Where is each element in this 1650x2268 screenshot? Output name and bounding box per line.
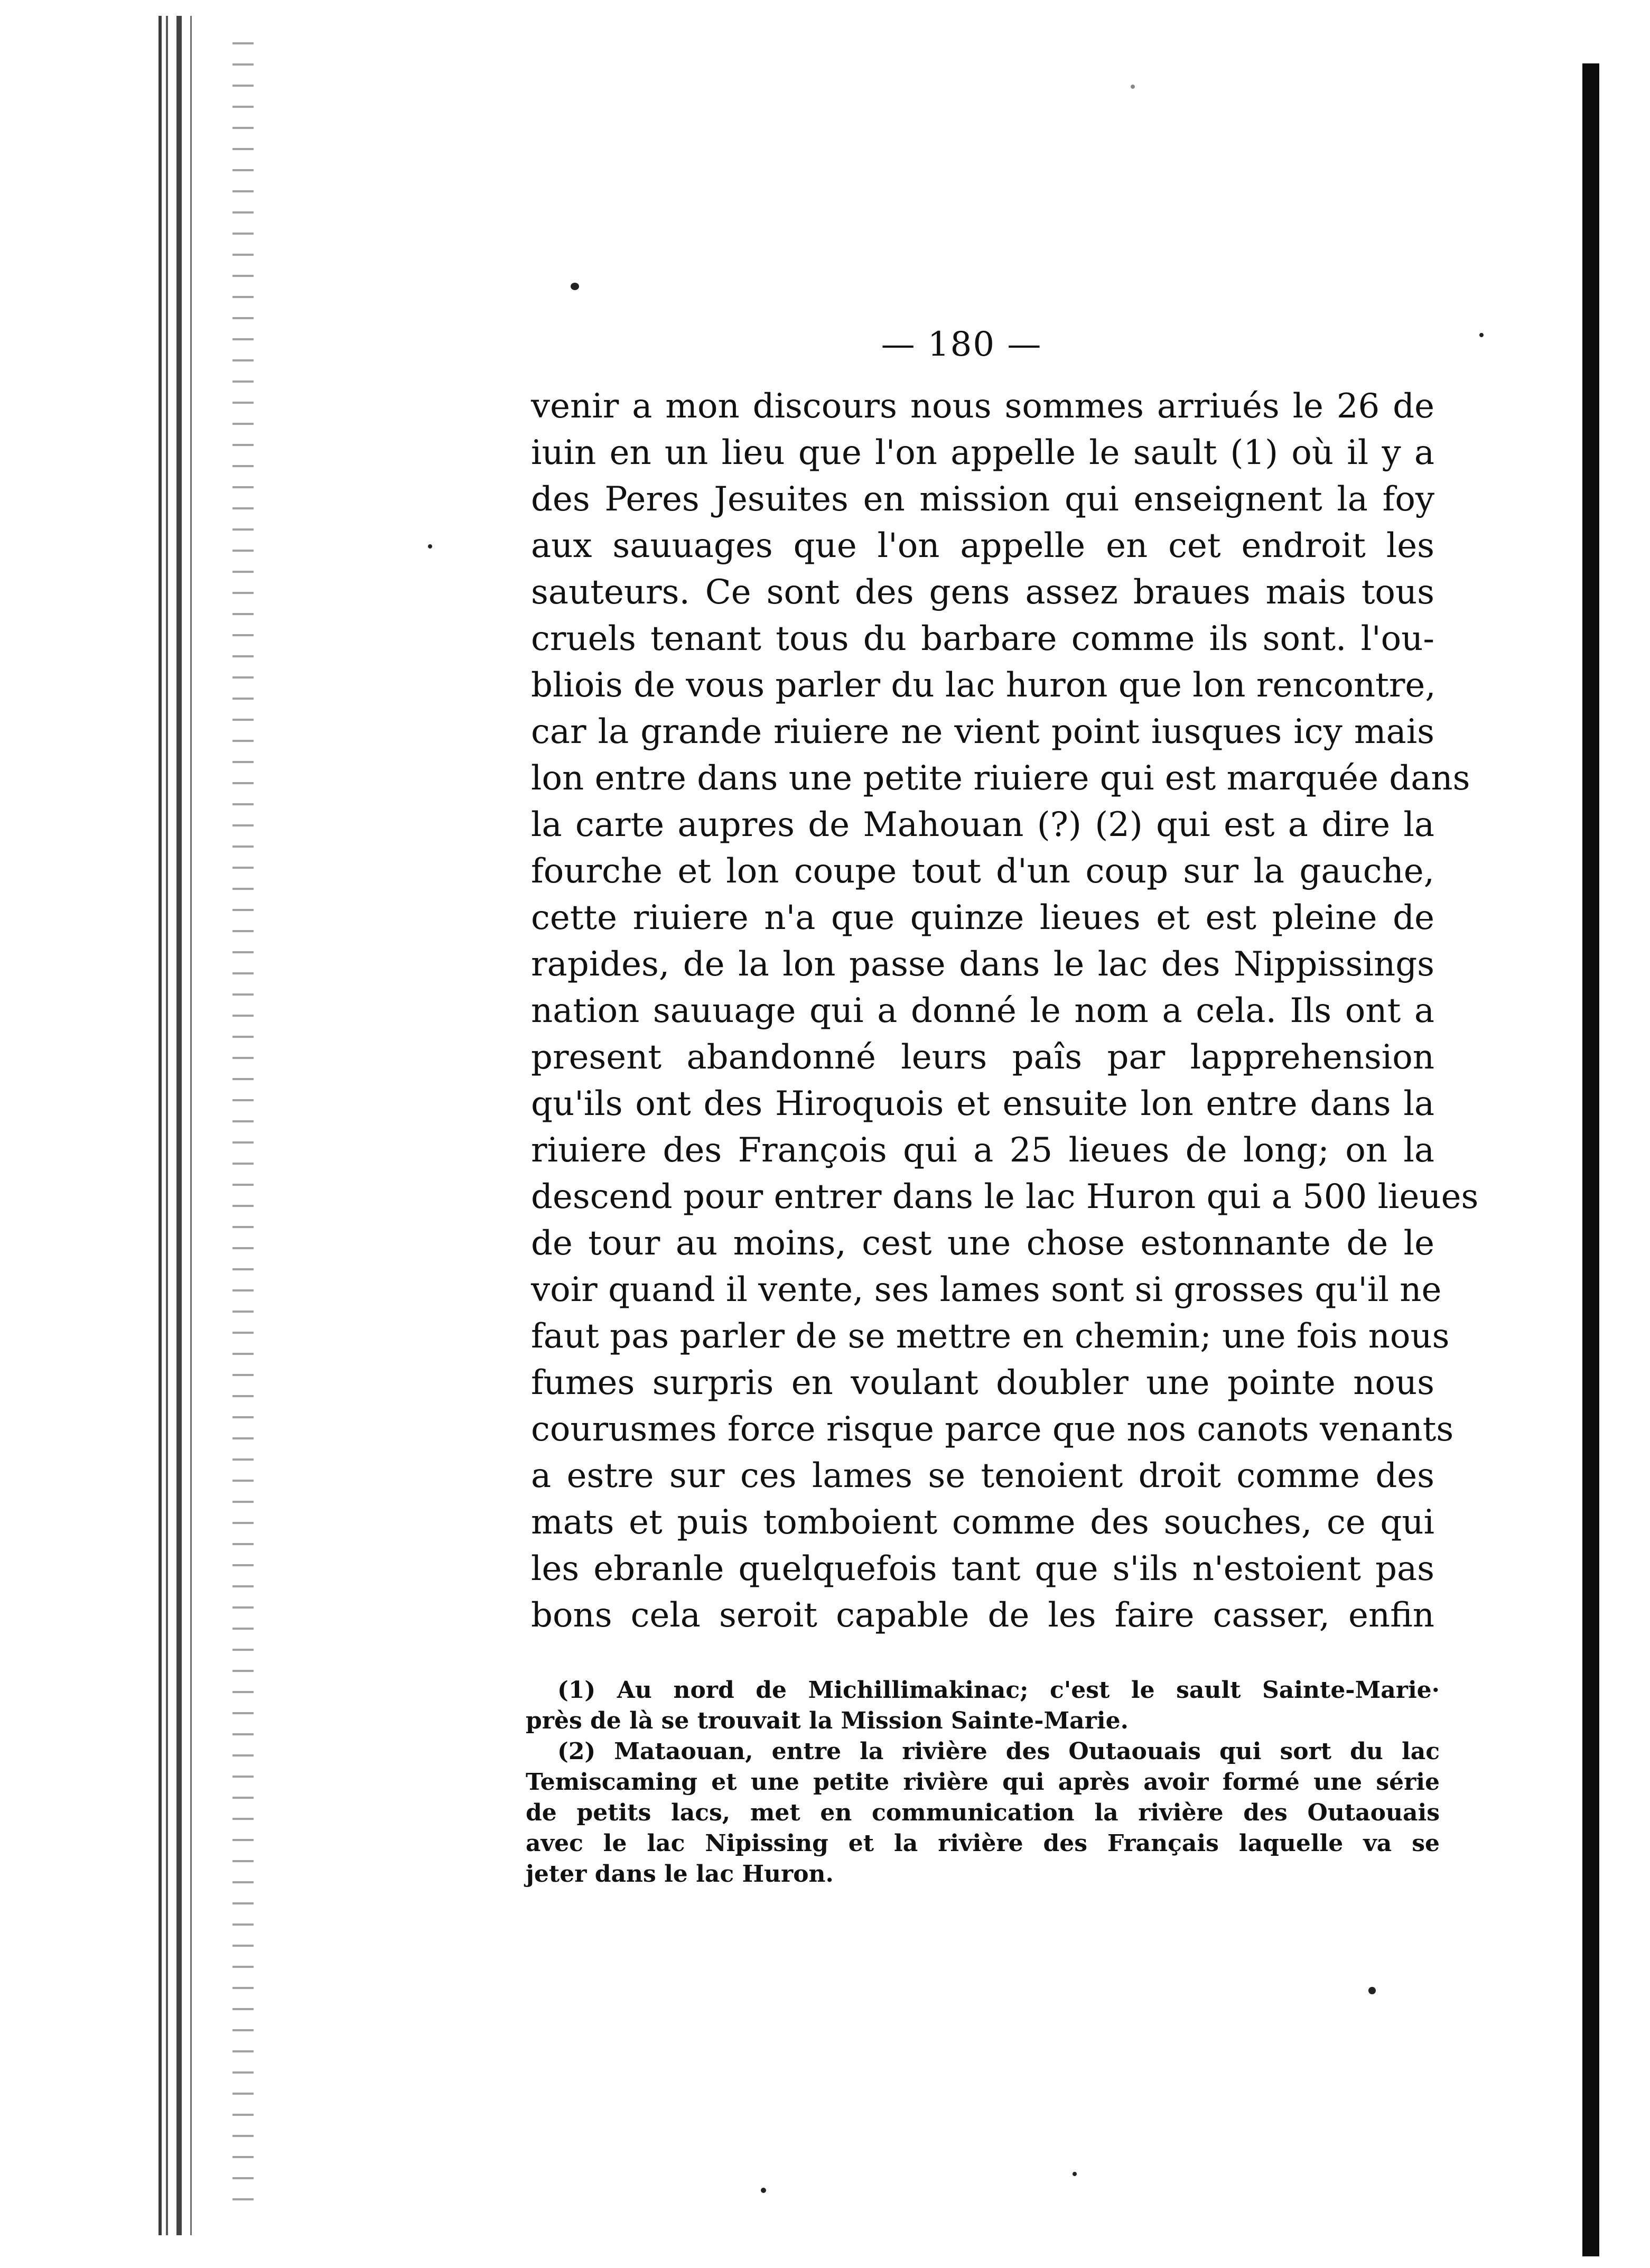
footnote-2-line: (2) Mataouan, entre la rivière des Outaouais qui sort du lac: [557, 1738, 1440, 1765]
text-line: cruels tenant tous du barbare comme ils sont. l'ou-: [531, 619, 1434, 658]
text-line: iuin en un lieu que l'on appelle le sault (1) où il y a: [531, 433, 1434, 472]
body-text: [531, 383, 1479, 1639]
footnote-1-line: (1) Au nord de Michillimakinac; c'est le sault Sainte-Marie·: [557, 1677, 1440, 1704]
binding-edge-specks: [232, 42, 254, 2209]
text-line: car la grande riuiere ne vient point iusques icy mais: [531, 712, 1434, 751]
text-line: bliois de vous parler du lac huron que lon rencontre,: [531, 666, 1436, 705]
scan-speck: [1131, 85, 1135, 89]
text-line: la carte aupres de Mahouan (?) (2) qui est a dire la: [531, 805, 1434, 844]
text-line: descend pour entrer dans le lac Huron qui a 500 lieues: [531, 1177, 1479, 1216]
footnote-1-line: près de là se trouvait la Mission Sainte-Marie.: [526, 1707, 1129, 1734]
footnote-2-line: jeter dans le lac Huron.: [526, 1861, 834, 1888]
footnote-2-line: de petits lacs, met en communication la rivière des Outaouais: [526, 1799, 1440, 1826]
scan-speck: [1073, 2172, 1077, 2176]
text-line: les ebranle quelquefois tant que s'ils n'estoient pas: [531, 1549, 1434, 1588]
page-number: — 180 —: [881, 325, 1042, 364]
binding-edge-left: [159, 16, 222, 2235]
text-line: lon entre dans une petite riuiere qui est marquée dans: [531, 759, 1470, 798]
text-line: rapides, de la lon passe dans le lac des Nippissings: [531, 945, 1434, 984]
scan-speck: [571, 283, 579, 290]
scan-speck: [1368, 1987, 1376, 1994]
text-line: courusmes force risque parce que nos canots venants: [531, 1410, 1454, 1449]
text-line: cette riuiere n'a que quinze lieues et est pleine de: [531, 898, 1434, 937]
footnote-2-line: avec le lac Nipissing et la rivière des Français laquelle va se: [526, 1830, 1440, 1857]
text-line: present abandonné leurs paîs par lapprehension: [531, 1038, 1434, 1077]
text-line: faut pas parler de se mettre en chemin; une fois nous: [531, 1317, 1450, 1356]
footnote-2-line: Temiscaming et une petite rivière qui après avoir formé une série: [526, 1769, 1440, 1796]
text-line: sauteurs. Ce sont des gens assez braues mais tous: [531, 573, 1434, 612]
text-line: venir a mon discours nous sommes arriués le 26 de: [531, 387, 1434, 426]
text-line: de tour au moins, cest une chose estonnante de le: [531, 1224, 1434, 1263]
binding-edge-right: [1582, 63, 1599, 2256]
scan-speck: [428, 544, 432, 549]
text-line: qu'ils ont des Hiroquois et ensuite lon entre dans la: [531, 1084, 1434, 1123]
footnotes: [526, 1675, 1440, 1890]
text-line: bons cela seroit capable de les faire casser, enfin: [531, 1596, 1434, 1635]
text-line: des Peres Jesuites en mission qui enseignent la foy: [531, 480, 1434, 519]
text-line: mats et puis tomboient comme des souches, ce qui: [531, 1503, 1434, 1542]
scan-speck: [1479, 333, 1484, 337]
text-line: voir quand il vente, ses lames sont si grosses qu'il ne: [531, 1270, 1442, 1309]
text-line: riuiere des François qui a 25 lieues de long; on la: [531, 1131, 1434, 1170]
text-line: aux sauuages que l'on appelle en cet endroit les: [531, 526, 1434, 565]
text-line: fumes surpris en voulant doubler une pointe nous: [531, 1363, 1434, 1402]
text-line: a estre sur ces lames se tenoient droit comme des: [531, 1456, 1434, 1495]
scan-speck: [761, 2188, 766, 2193]
text-line: fourche et lon coupe tout d'un coup sur la gauche,: [531, 852, 1434, 891]
text-line: nation sauuage qui a donné le nom a cela. Ils ont a: [531, 991, 1434, 1030]
